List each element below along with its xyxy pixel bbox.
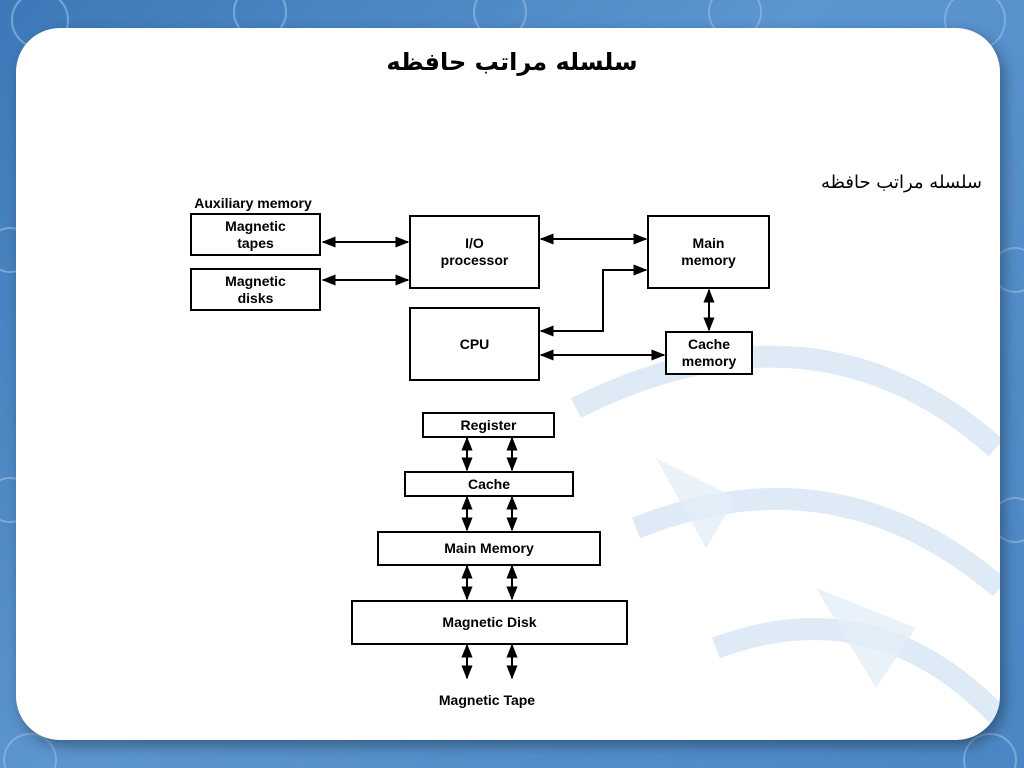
cache-memory-label: Cache memory xyxy=(681,336,737,369)
magnetic-tapes-box xyxy=(190,213,321,256)
hierarchy-register xyxy=(422,412,555,438)
cache-memory-box xyxy=(665,331,753,375)
hierarchy-magnetic-disk xyxy=(351,600,628,645)
magnetic-tapes-label: Magnetic tapes xyxy=(225,217,286,251)
magnetic-disks-box xyxy=(190,268,321,311)
io-processor-box xyxy=(409,215,540,289)
page-title: سلسله مراتب حافظه xyxy=(386,48,638,76)
io-processor-label: I/O processor xyxy=(440,235,509,268)
main-memory-box xyxy=(647,215,770,289)
arrow-cpu-main xyxy=(541,270,646,331)
hierarchy-cache xyxy=(404,471,574,497)
main-memory-label: Main memory xyxy=(681,235,736,268)
hierarchy-main-memory xyxy=(377,531,601,566)
hierarchy-magnetic-disk-label: Magnetic Disk xyxy=(442,614,537,630)
magnetic-disks-label: Magnetic disks xyxy=(225,272,286,306)
hierarchy-register-label: Register xyxy=(460,416,517,433)
page-subtitle: سلسله مراتب حافظه xyxy=(820,172,982,193)
hierarchy-magnetic-tape-label: Magnetic Tape xyxy=(438,692,536,708)
hierarchy-cache-label: Cache xyxy=(467,475,511,492)
auxiliary-memory-label: Auxiliary memory xyxy=(194,195,312,211)
hierarchy-main-memory-label: Main Memory xyxy=(444,540,534,556)
cpu-box xyxy=(409,307,540,381)
cpu-label: CPU xyxy=(459,335,490,352)
